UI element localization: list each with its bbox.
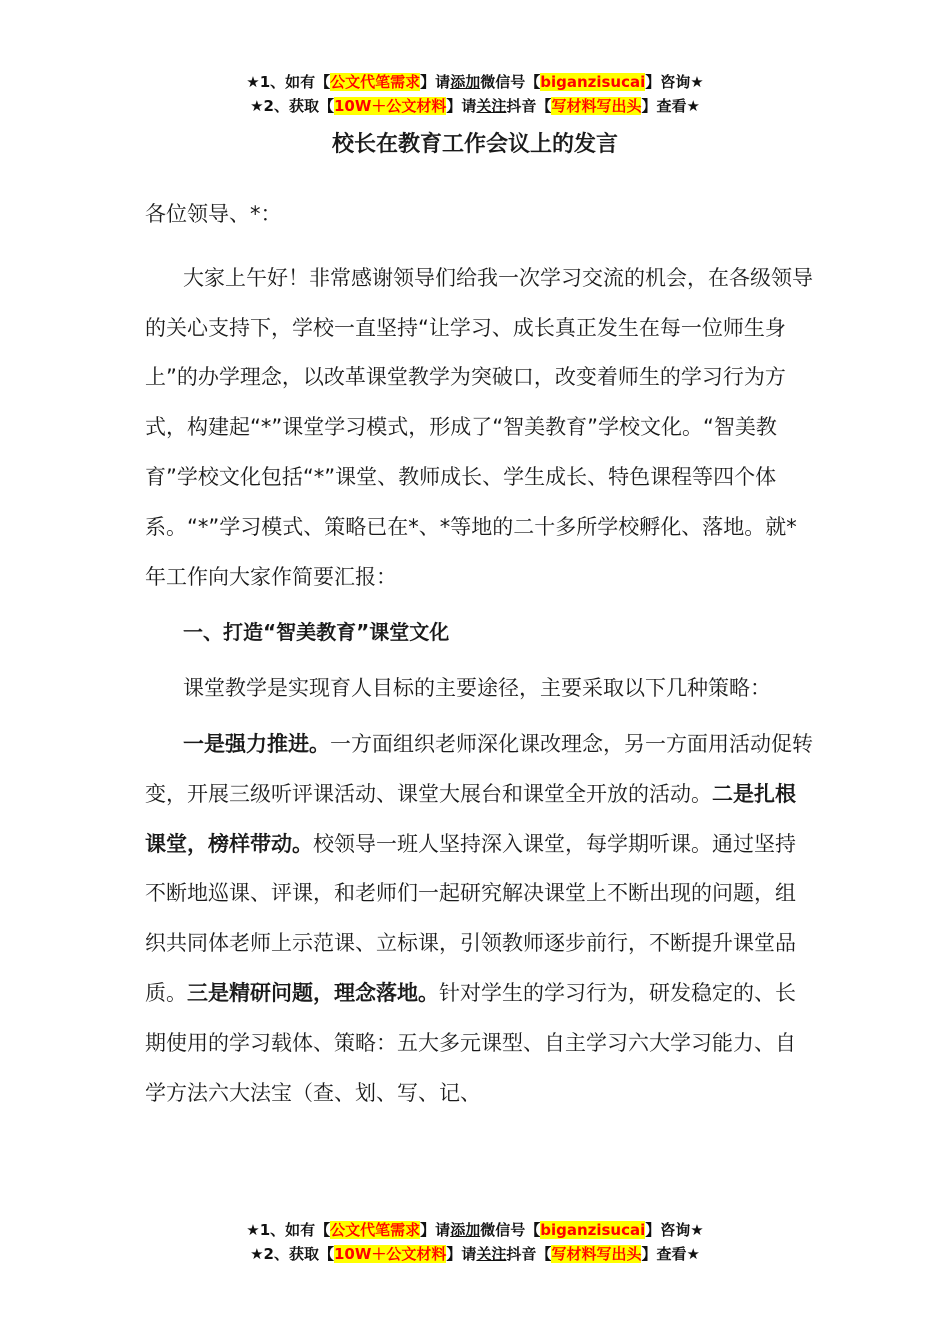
banner-text: 微信号【: [480, 73, 541, 91]
banner-underlined: 添加: [450, 73, 481, 91]
banner-text: 抖音【: [506, 1245, 552, 1263]
banner-text: 】查看★: [641, 97, 700, 115]
banner-text: 】请: [420, 73, 451, 91]
paragraph-intro: 大家上午好！非常感谢领导们给我一次学习交流的机会，在各级领导的关心支持下，学校一直坚持“让学习、成长真正发生在每一位师生身上”的办学理念，以改革课堂教学为突破口，改变着师生的学习行为方式，构建起“*”课堂学习模式，形成了“智美教育”学校文化。“智美教育”学校文化包括“*”课堂、教师成长、学生成长、特色课程等四个体系。“*”学习模式、策略已在*、*等地的二十多所学校孵化、落地。就*年工作向大家作简要汇报：: [145, 265, 813, 589]
document-body: [145, 190, 815, 1118]
banner-underlined: 关注: [476, 1245, 507, 1263]
point-1-text: 一方面组织老师深化课改理念，另一方面用活动促转变，开展三级听评课活动、课堂大展台和课堂全开放的活动。: [145, 731, 813, 806]
banner-highlight: 公文代笔需求: [330, 1221, 421, 1239]
banner-text: 】请: [446, 1245, 477, 1263]
banner-highlight: 10W＋公文材料: [333, 97, 447, 115]
banner-underlined: 关注: [476, 97, 507, 115]
top-banner: [0, 70, 950, 118]
paragraph-strategies: 课堂教学是实现育人目标的主要途径，主要采取以下几种策略：: [183, 676, 771, 701]
banner-line-1: [0, 70, 950, 94]
point-3-heading: 三是精研问题，理念落地。: [187, 980, 439, 1005]
banner-text: 】查看★: [641, 1245, 700, 1263]
document-title: 校长在教育工作会议上的发言: [331, 132, 618, 157]
point-2-heading: 二是扎根课堂，榜样带动。: [145, 781, 796, 856]
banner-text: 抖音【: [506, 97, 552, 115]
banner-text: ★2、获取【: [250, 97, 334, 115]
banner-underlined: 添加: [450, 1221, 481, 1239]
banner-text: 】请: [420, 1221, 451, 1239]
paragraph-details: [145, 720, 815, 1118]
bottom-banner: [0, 1218, 950, 1266]
salutation: 各位领导、*：: [145, 202, 282, 226]
banner-line-2: [0, 94, 950, 118]
banner-highlight: 10W＋公文材料: [333, 1245, 447, 1263]
banner-highlight: 写材料写出头: [551, 97, 642, 115]
banner-text: ★1、如有【: [246, 73, 331, 91]
banner-text: 】咨询★: [645, 1221, 704, 1239]
banner-text: 微信号【: [480, 1221, 541, 1239]
banner-text: 】请: [446, 97, 477, 115]
point-1-heading: 一是强力推进。: [183, 731, 330, 756]
banner-highlight: biganzisucai: [540, 1221, 646, 1239]
banner-line-2: [0, 1242, 950, 1266]
section-heading-1: 一、打造“智美教育”课堂文化: [183, 620, 450, 645]
banner-text: 】咨询★: [645, 73, 704, 91]
banner-highlight: biganzisucai: [540, 73, 646, 91]
banner-line-1: [0, 1218, 950, 1242]
banner-highlight: 公文代笔需求: [330, 73, 421, 91]
banner-highlight: 写材料写出头: [551, 1245, 642, 1263]
banner-text: ★1、如有【: [246, 1221, 331, 1239]
point-2-text: 校领导一班人坚持深入课堂，每学期听课。通过坚持不断地巡课、评课，和老师们一起研究解决课堂上不断出现的问题，组织共同体老师上示范课、立标课，引领教师逐步前行，不断提升课堂品质。: [145, 831, 796, 1005]
banner-text: ★2、获取【: [250, 1245, 334, 1263]
point-3-text: 针对学生的学习行为，研发稳定的、长期使用的学习载体、策略：五大多元课型、自主学习六大学习能力、自学方法六大法宝（查、划、写、记、: [145, 980, 796, 1105]
